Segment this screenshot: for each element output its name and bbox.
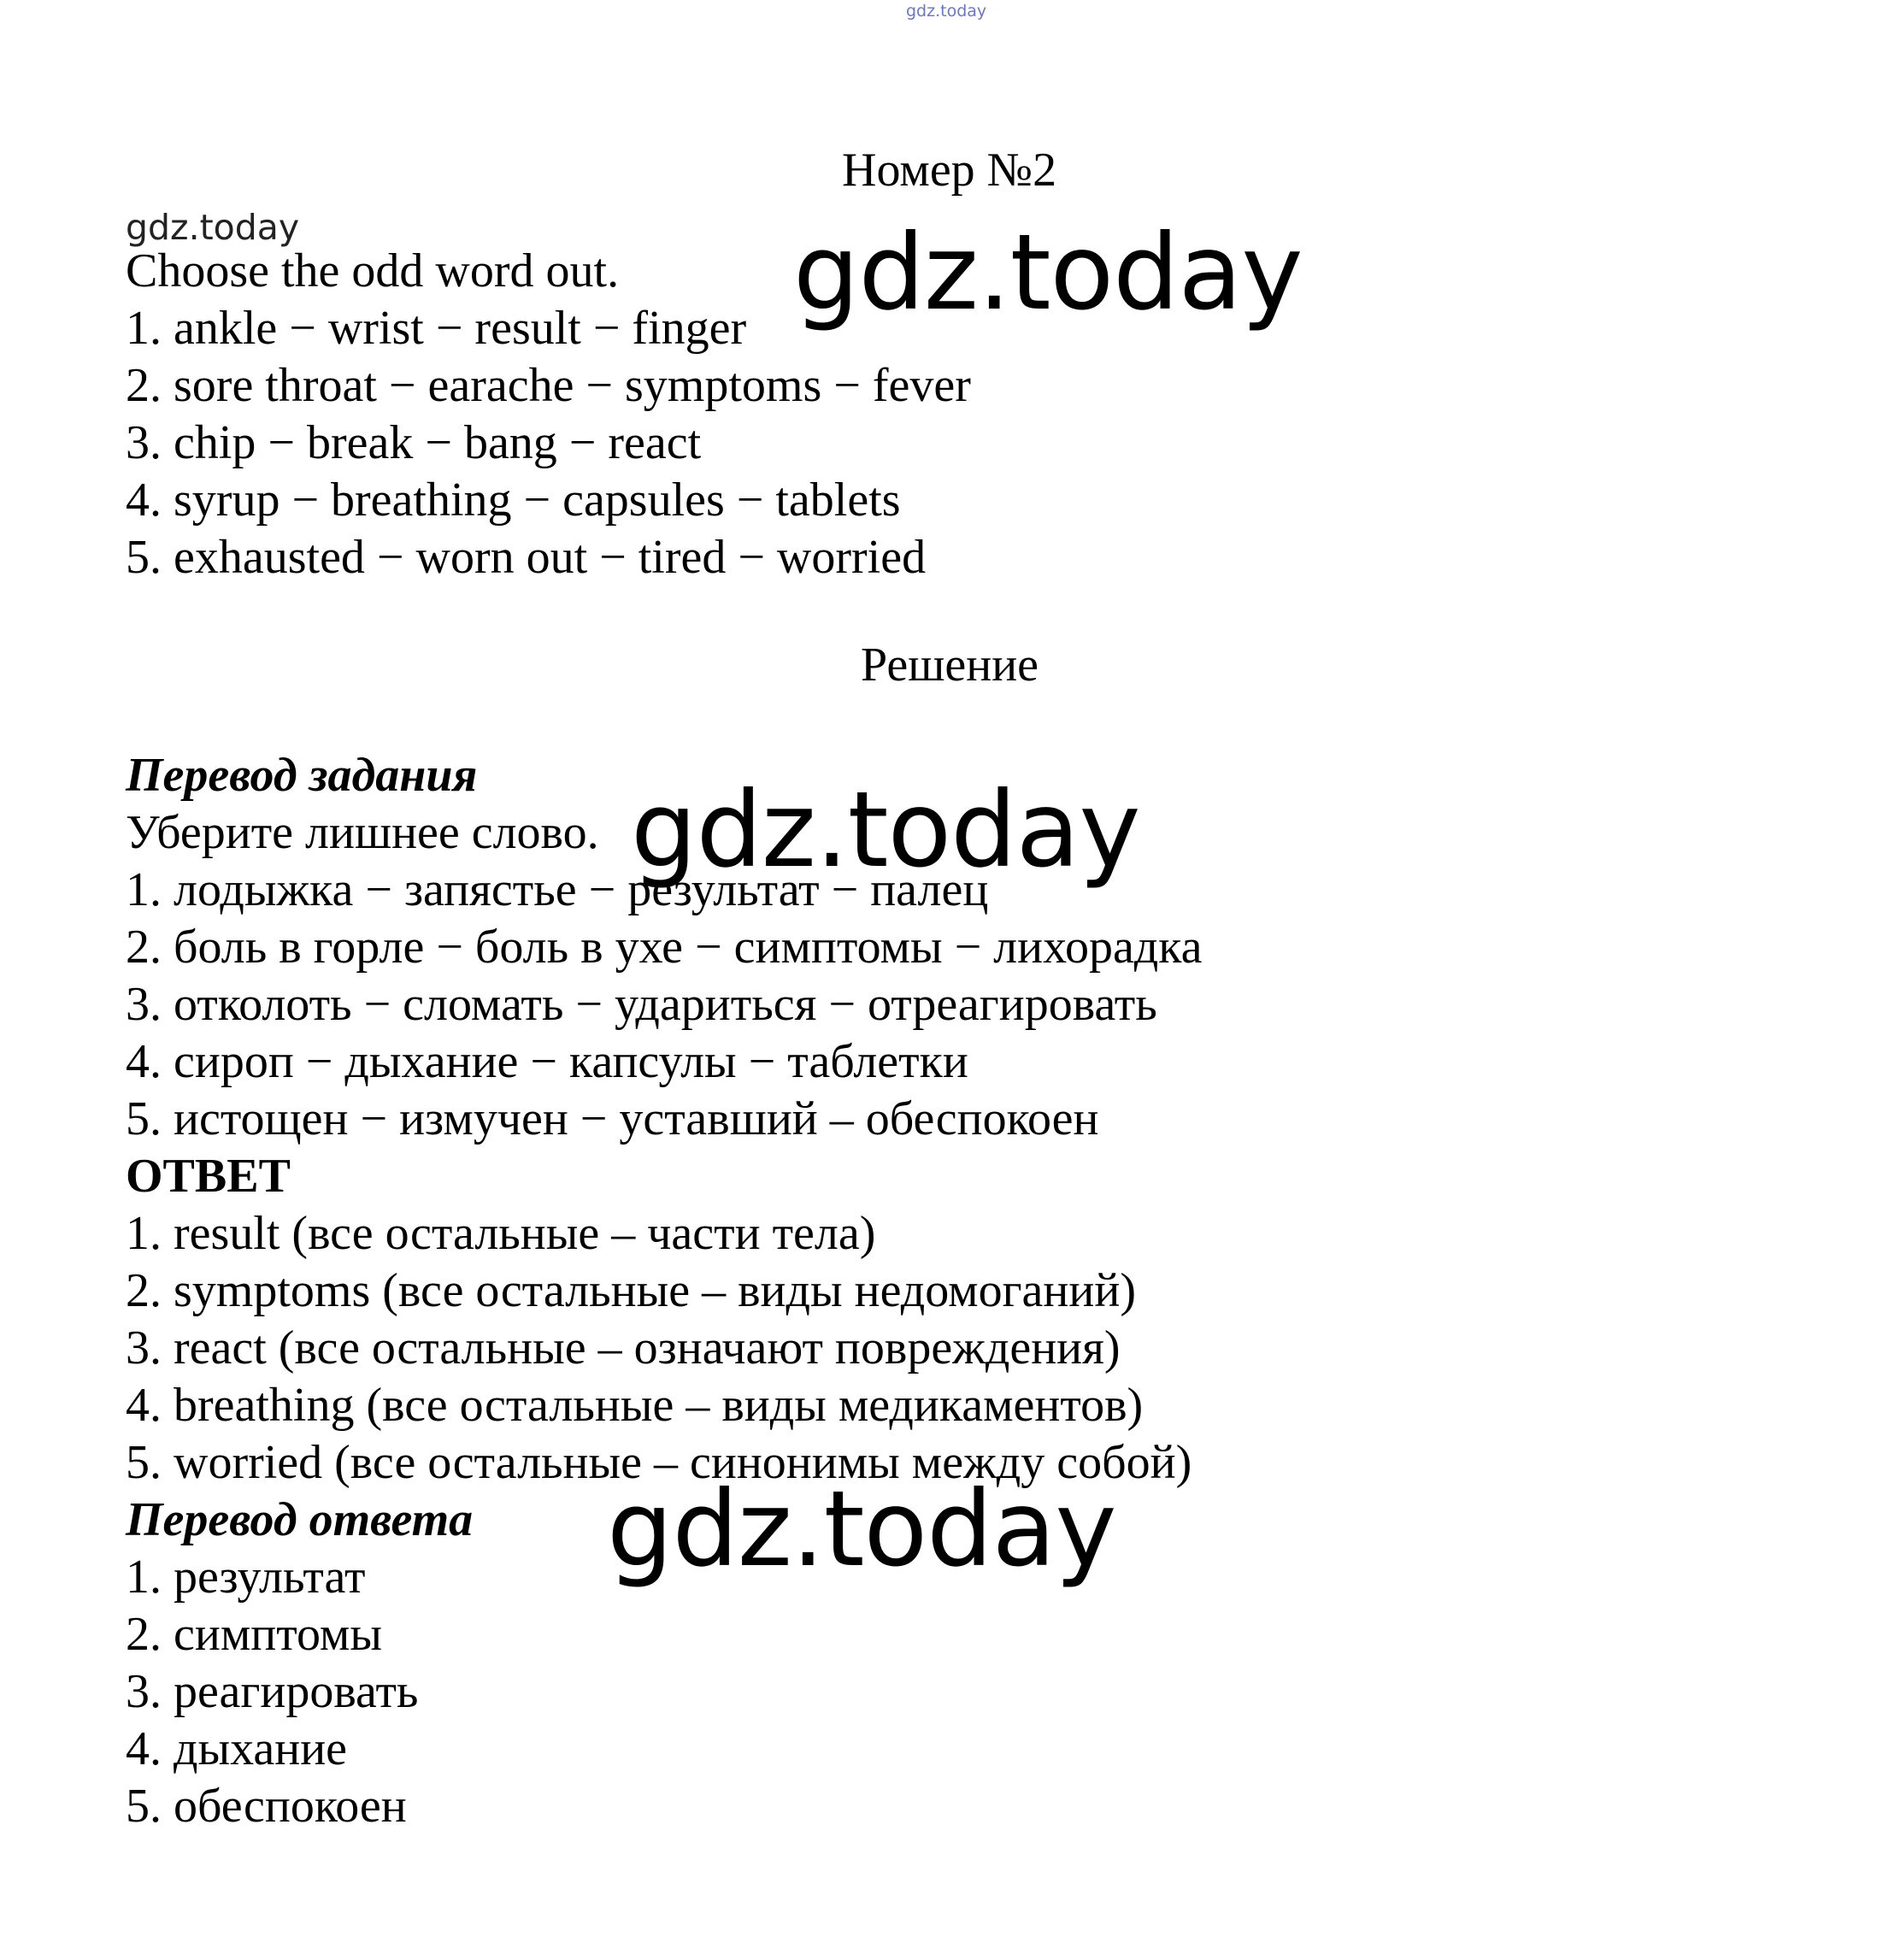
page-title: Номер №2 xyxy=(842,144,1057,197)
task-item-1: 1. ankle − wrist − result − finger xyxy=(126,302,747,355)
answer-translation-item-2: 2. симптомы xyxy=(126,1608,382,1661)
answer-translation-item-5: 5. обеспокоен xyxy=(126,1780,407,1833)
watermark-top: gdz.today xyxy=(906,2,987,21)
task-translation-item-3: 3. отколоть − сломать − удариться − отреагировать xyxy=(126,978,1157,1031)
task-item-4: 4. syrup − breathing − capsules − tablets xyxy=(126,474,901,527)
task-translation-item-4: 4. сироп − дыхание − капсулы − таблетки xyxy=(126,1035,968,1088)
watermark-large-1: gdz.today xyxy=(793,212,1303,333)
answer-translation-item-3: 3. реагировать xyxy=(126,1665,419,1718)
task-translation-item-1: 1. лодыжка − запястье − результат − палец xyxy=(126,863,989,916)
answer-translation-heading: Перевод ответа xyxy=(126,1493,474,1546)
answer-item-5: 5. worried (все остальные – синонимы между собой) xyxy=(126,1436,1192,1489)
answer-item-4: 4. breathing (все остальные – виды медикаментов) xyxy=(126,1379,1144,1432)
task-translation-item-5: 5. истощен − измучен − уставший – обеспокоен xyxy=(126,1092,1099,1145)
answer-heading: ОТВЕТ xyxy=(126,1150,291,1203)
watermark-large-2: gdz.today xyxy=(631,769,1140,891)
task-item-3: 3. chip − break − bang − react xyxy=(126,416,702,469)
answer-translation-item-1: 1. результат xyxy=(126,1551,366,1604)
answer-item-2: 2. symptoms (все остальные – виды недомоганий) xyxy=(126,1264,1136,1317)
task-item-2: 2. sore throat − earache − symptoms − fever xyxy=(126,359,971,412)
watermark-small: gdz.today xyxy=(126,207,300,248)
task-item-5: 5. exhausted − worn out − tired − worried xyxy=(126,531,927,584)
task-instruction: Choose the odd word out. xyxy=(126,244,620,297)
answer-item-3: 3. react (все остальные – означают повреждения) xyxy=(126,1321,1121,1374)
task-translation-item-2: 2. боль в горле − боль в ухе − симптомы − лихорадка xyxy=(126,921,1203,974)
watermark-large-3: gdz.today xyxy=(607,1469,1116,1590)
task-translation-instruction: Уберите лишнее слово. xyxy=(126,806,599,859)
answer-translation-item-4: 4. дыхание xyxy=(126,1722,348,1775)
answer-item-1: 1. result (все остальные – части тела) xyxy=(126,1207,876,1260)
solution-heading: Решение xyxy=(861,639,1039,692)
task-translation-heading: Перевод задания xyxy=(126,749,478,802)
